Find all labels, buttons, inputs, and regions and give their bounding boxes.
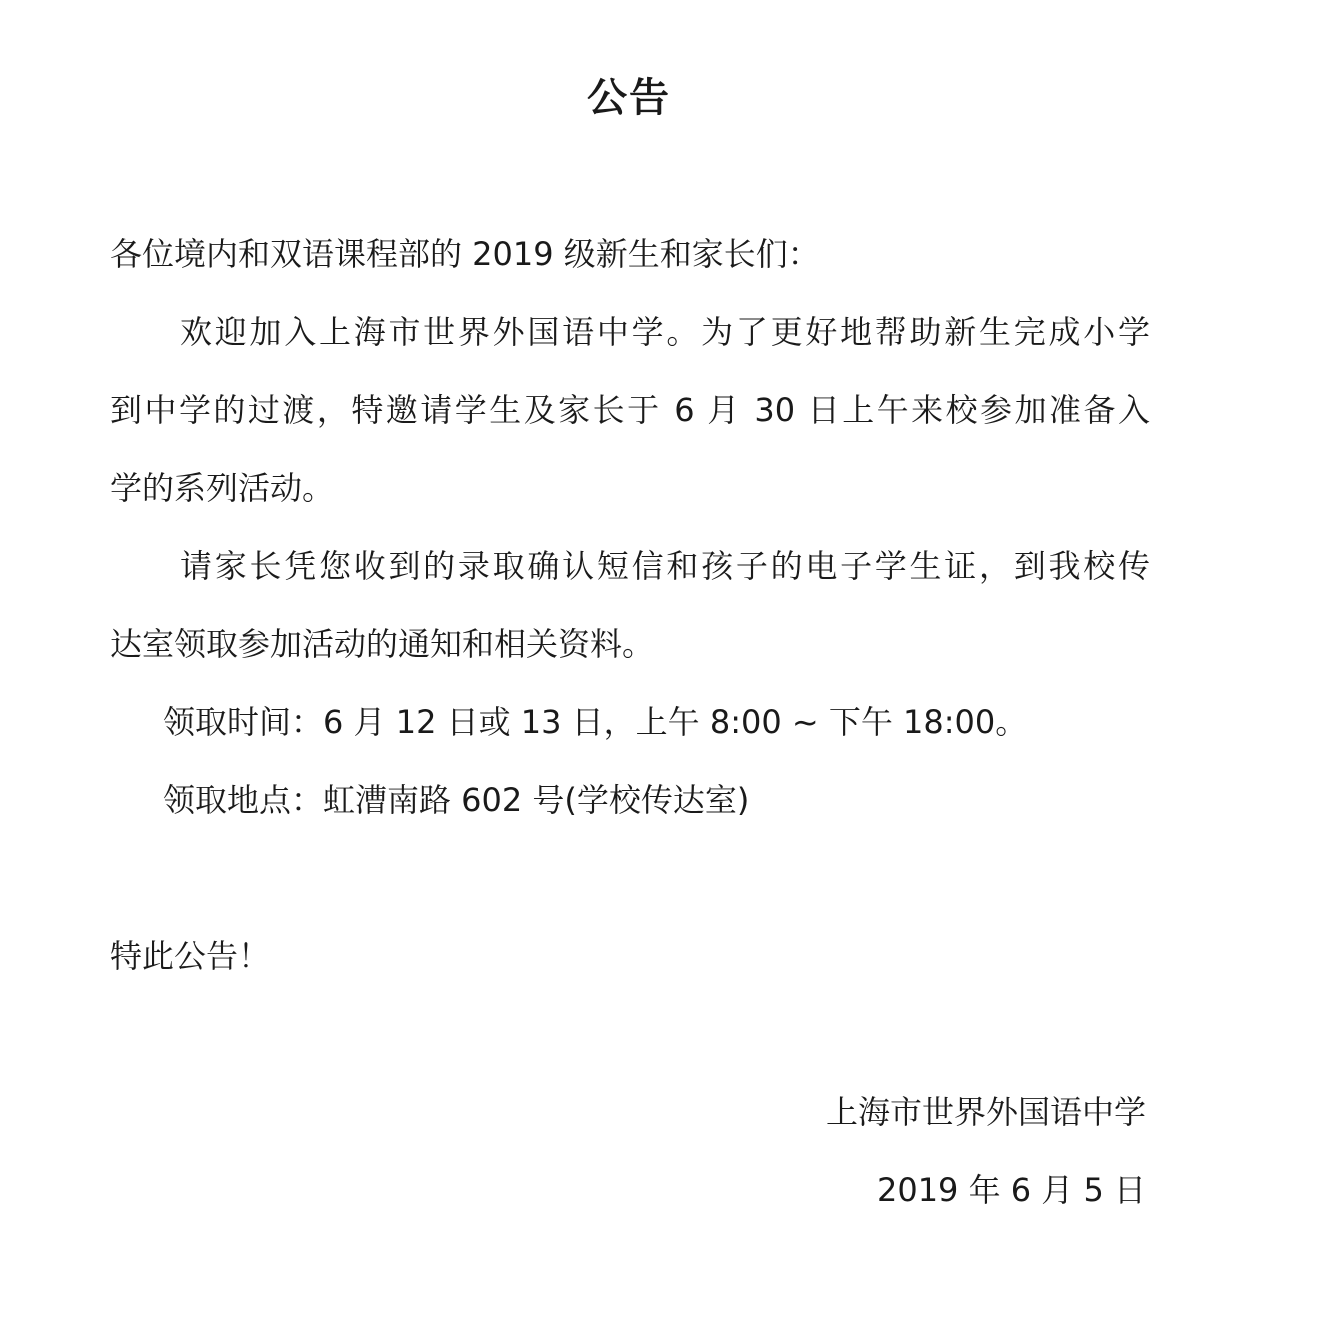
paragraph2-line1: 请家长凭您收到的录取确认短信和孩子的电子学生证，到我校传	[180, 547, 1150, 585]
pickup-location: 领取地点：虹漕南路 602 号(学校传达室)	[163, 781, 750, 819]
paragraph2-line2: 达室领取参加活动的通知和相关资料。	[110, 625, 655, 663]
paragraph1-line2: 到中学的过渡，特邀请学生及家长于 6 月 30 日上午来校参加准备入	[110, 391, 1150, 429]
pickup-time: 领取时间：6 月 12 日或 13 日，上午 8:00 ~ 下午 18:00。	[163, 703, 1028, 741]
paragraph1-line1: 欢迎加入上海市世界外国语中学。为了更好地帮助新生完成小学	[180, 313, 1150, 351]
signature-school: 上海市世界外国语中学	[825, 1093, 1146, 1131]
closing-remark: 特此公告！	[110, 937, 271, 975]
signature-date: 2019 年 6 月 5 日	[876, 1171, 1146, 1209]
salutation: 各位境内和双语课程部的 2019 级新生和家长们：	[110, 235, 820, 273]
paragraph1-line3: 学的系列活动。	[110, 469, 335, 507]
notice-title: 公告	[587, 75, 671, 121]
